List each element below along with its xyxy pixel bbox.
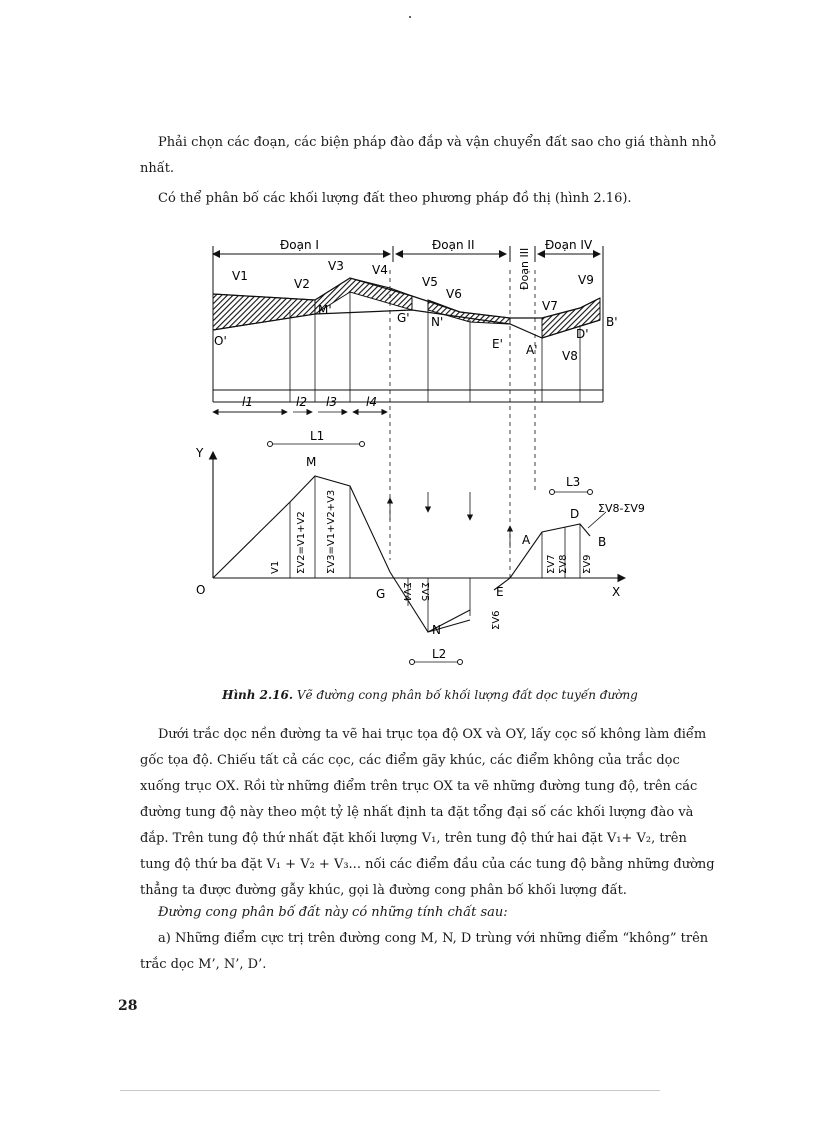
paragraph-4: Đường cong phân bố đất này có những tính chất sau: [158, 905, 508, 920]
paragraph-5: a) Những điểm cực trị trên đường cong M, N, D trùng với những điểm “không” trên trắc dọc M’, N’, D’. [140, 931, 709, 972]
ordinate-1: V1 [270, 560, 281, 574]
paragraph-1: Phải chọn các đoạn, các biện pháp đào đắp và vận chuyển đất sao cho giá thành nhỏ nhất. [140, 135, 717, 176]
ordinate-9: ΣV9 [582, 554, 593, 574]
ordinate-4: ΣV4 [401, 582, 412, 602]
label-V7: V7 [542, 299, 558, 313]
label-A-prime: A' [526, 343, 538, 357]
label-O: O [196, 583, 206, 597]
label-L1: L1 [310, 429, 325, 443]
label-M: M [306, 455, 317, 469]
ordinate-7: ΣV7 [546, 554, 557, 574]
paragraph-3: Dưới trắc dọc nền đường ta vẽ hai trục tọa độ OX và OY, lấy cọc số không làm điểm gốc tọa độ. Chiếu tất cả các cọc, các điểm gãy khúc, các điểm không của trắc dọc xuống trục OX. Rồi từ những điểm trên trục OX ta vẽ những đường tung độ, trên các đường tung độ này theo một tỷ lệ nhất định ta đặt tổng đại số các khối lượng đào và đắp. Trên tung độ thứ nhất đặt khối lượng V₁, trên tung độ thứ hai đặt V₁+ V₂, trên tung độ thứ ba đặt V₁ + V₂ + V₃... nối các điểm đầu của các tung độ bằng những đường thẳng ta được đường gẫy khúc, gọi là đường cong phân bố khối lượng đất. [140, 727, 715, 898]
section-label-1: Đoạn I [280, 238, 319, 252]
section-label-3: Đoạn III [518, 247, 531, 290]
label-G: G [376, 587, 386, 601]
label-N-prime: N' [431, 315, 444, 329]
ordinate-5: ΣV5 [419, 582, 430, 602]
label-V3: V3 [328, 259, 344, 273]
label-V2: V2 [294, 277, 310, 291]
ordinate-6: ΣV6 [491, 610, 502, 630]
label-V9: V9 [578, 273, 594, 287]
caption-text: Vẽ đường cong phân bố khối lượng đất dọc tuyến đường [293, 688, 638, 702]
ordinate-3: ΣV3=V1+V2+V3 [326, 489, 337, 574]
figure-caption [140, 688, 720, 702]
page-number: 28 [118, 998, 138, 1014]
label-V6: V6 [446, 287, 462, 301]
label-l1: l1 [242, 395, 253, 409]
ordinate-8: ΣV8 [558, 554, 569, 574]
label-E: E [496, 585, 504, 599]
axis-Y: Y [196, 446, 204, 460]
label-D-prime: D' [576, 327, 589, 341]
label-V5: V5 [422, 275, 438, 289]
section-label-2: Đoạn II [432, 238, 475, 252]
label-D: D [570, 507, 580, 521]
label-l4: l4 [366, 395, 377, 409]
label-V1: V1 [232, 269, 248, 283]
label-A: A [522, 533, 531, 547]
figure-2-16 [190, 230, 645, 675]
label-L3: L3 [566, 475, 581, 489]
label-G-prime: G' [397, 311, 410, 325]
label-V4: V4 [372, 263, 388, 277]
label-M-prime: M' [318, 303, 332, 317]
section-label-4: Đoạn IV [545, 238, 593, 252]
label-B-prime: B' [606, 315, 618, 329]
label-E-prime: E' [492, 337, 503, 351]
caption-label: Hình 2.16. [222, 688, 294, 702]
label-l2: l2 [296, 395, 307, 409]
label-B: B [598, 535, 607, 549]
ordinate-2: ΣV2=V1+V2 [296, 511, 307, 574]
label-O-prime: O' [214, 334, 227, 348]
label-L2: L2 [432, 647, 447, 661]
bottom-rule [120, 1090, 660, 1091]
paragraph-2: Có thể phân bố các khối lượng đất theo phương pháp đồ thị (hình 2.16). [158, 191, 632, 206]
label-l3: l3 [326, 395, 337, 409]
scan-speck [409, 16, 411, 18]
axis-X: X [612, 585, 621, 599]
label-N: N [432, 623, 441, 637]
label-diff: ΣV8-ΣV9 [598, 502, 645, 515]
label-V8: V8 [562, 349, 578, 363]
